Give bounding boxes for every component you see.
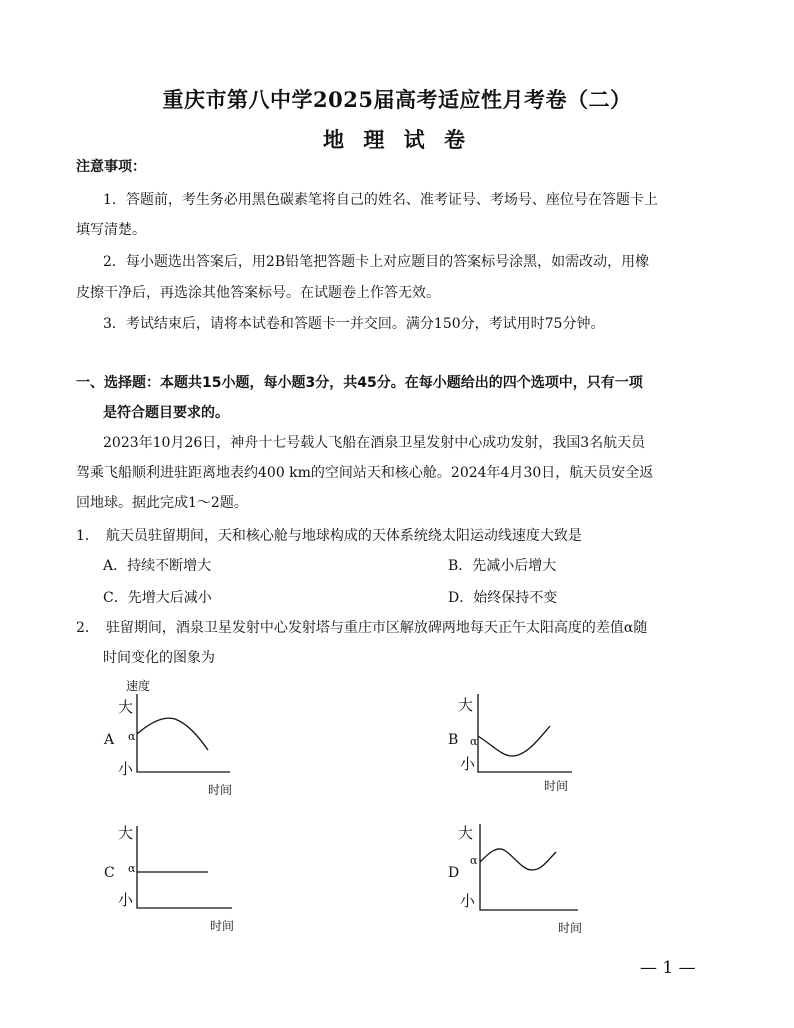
graph-a-curve bbox=[137, 718, 208, 750]
graph-c-axes bbox=[137, 826, 232, 908]
graph-a-option: A bbox=[104, 732, 115, 748]
graph-a-ylabel: 速度 bbox=[126, 679, 151, 693]
graph-d-option: D bbox=[448, 865, 460, 881]
notice-heading: 注意事项： bbox=[76, 159, 146, 175]
graph-c-big: 大 bbox=[118, 824, 134, 842]
graph-d-curve bbox=[480, 849, 556, 870]
passage-line2: 驾乘飞船顺利进驻距离地表约400 km的空间站天和核心舱。2024年4月30日，航天员安全返 bbox=[76, 465, 654, 481]
page-title: 重庆市第八中学2025届高考适应性月考卷（二） bbox=[162, 87, 632, 112]
graph-b-curve bbox=[478, 726, 550, 756]
notice-item2-line2: 皮擦干净后，再选涂其他答案标号。在试题卷上作答无效。 bbox=[76, 285, 440, 301]
graph-a-small: 小 bbox=[118, 760, 134, 778]
graph-d-big: 大 bbox=[458, 824, 474, 842]
passage-line1: 2023年10月26日，神舟十七号载人飞船在酒泉卫星发射中心成功发射，我国3名航天员 bbox=[103, 435, 646, 451]
graph-c-option: C bbox=[104, 865, 115, 881]
graph-d-axes bbox=[480, 824, 578, 910]
graph-a-big: 大 bbox=[118, 698, 134, 716]
graph-a-alpha: α bbox=[128, 730, 136, 743]
graph-d-xlabel: 时间 bbox=[558, 921, 583, 935]
section1-heading-line2: 是符合题目要求的。 bbox=[103, 405, 229, 421]
graph-b-xlabel: 时间 bbox=[544, 779, 569, 793]
q1-stem: 1． 航天员驻留期间，天和核心舱与地球构成的天体系统绕太阳运动线速度大致是 bbox=[76, 528, 582, 544]
graph-c-alpha: α bbox=[128, 862, 136, 875]
graph-a bbox=[100, 676, 250, 800]
graph-d-alpha: α bbox=[470, 854, 478, 867]
q1-option-d: D．始终保持不变 bbox=[448, 590, 558, 606]
graph-d-small: 小 bbox=[460, 892, 476, 910]
graph-b-alpha: α bbox=[470, 735, 478, 748]
graph-b-big: 大 bbox=[458, 696, 474, 714]
graph-b-small: 小 bbox=[460, 755, 476, 773]
graph-d bbox=[444, 820, 594, 938]
notice-item1-line1: 1．答题前，考生务必用黑色碳素笔将自己的姓名、准考证号、考场号、座位号在答题卡上 bbox=[103, 192, 658, 208]
graph-a-axes bbox=[137, 694, 230, 772]
graph-b-option: B bbox=[448, 732, 459, 748]
q1-option-c: C．先增大后减小 bbox=[103, 590, 212, 606]
graph-c-small: 小 bbox=[118, 891, 134, 909]
notice-item2-line1: 2．每小题选出答案后，用2B铅笔把答题卡上对应题目的答案标号涂黑，如需改动，用橡 bbox=[103, 254, 650, 270]
q1-option-a: A．持续不断增大 bbox=[103, 558, 212, 574]
page-subtitle: 地 理 试 卷 bbox=[323, 127, 471, 152]
graph-b-axes bbox=[478, 694, 572, 772]
graph-c-xlabel: 时间 bbox=[210, 919, 235, 933]
section1-heading-line1: 一、选择题：本题共15小题，每小题3分，共45分。在每小题给出的四个选项中，只有一项 bbox=[76, 375, 643, 391]
q1-option-b: B．先减小后增大 bbox=[448, 558, 557, 574]
passage-line3: 回地球。据此完成1～2题。 bbox=[76, 495, 248, 511]
notice-item3: 3．考试结束后，请将本试卷和答题卡一并交回。满分150分，考试用时75分钟。 bbox=[103, 316, 605, 332]
page-number: — 1 — bbox=[640, 958, 696, 978]
notice-item1-line2: 填写清楚。 bbox=[76, 222, 146, 238]
graph-a-xlabel: 时间 bbox=[208, 783, 233, 797]
graph-b bbox=[444, 690, 594, 800]
q2-stem-line1: 2． 驻留期间，酒泉卫星发射中心发射塔与重庄市区解放碑两地每天正午太阳高度的差值α随 bbox=[76, 620, 648, 636]
graph-c bbox=[100, 822, 250, 936]
q2-stem-line2: 时间变化的图象为 bbox=[103, 650, 215, 666]
